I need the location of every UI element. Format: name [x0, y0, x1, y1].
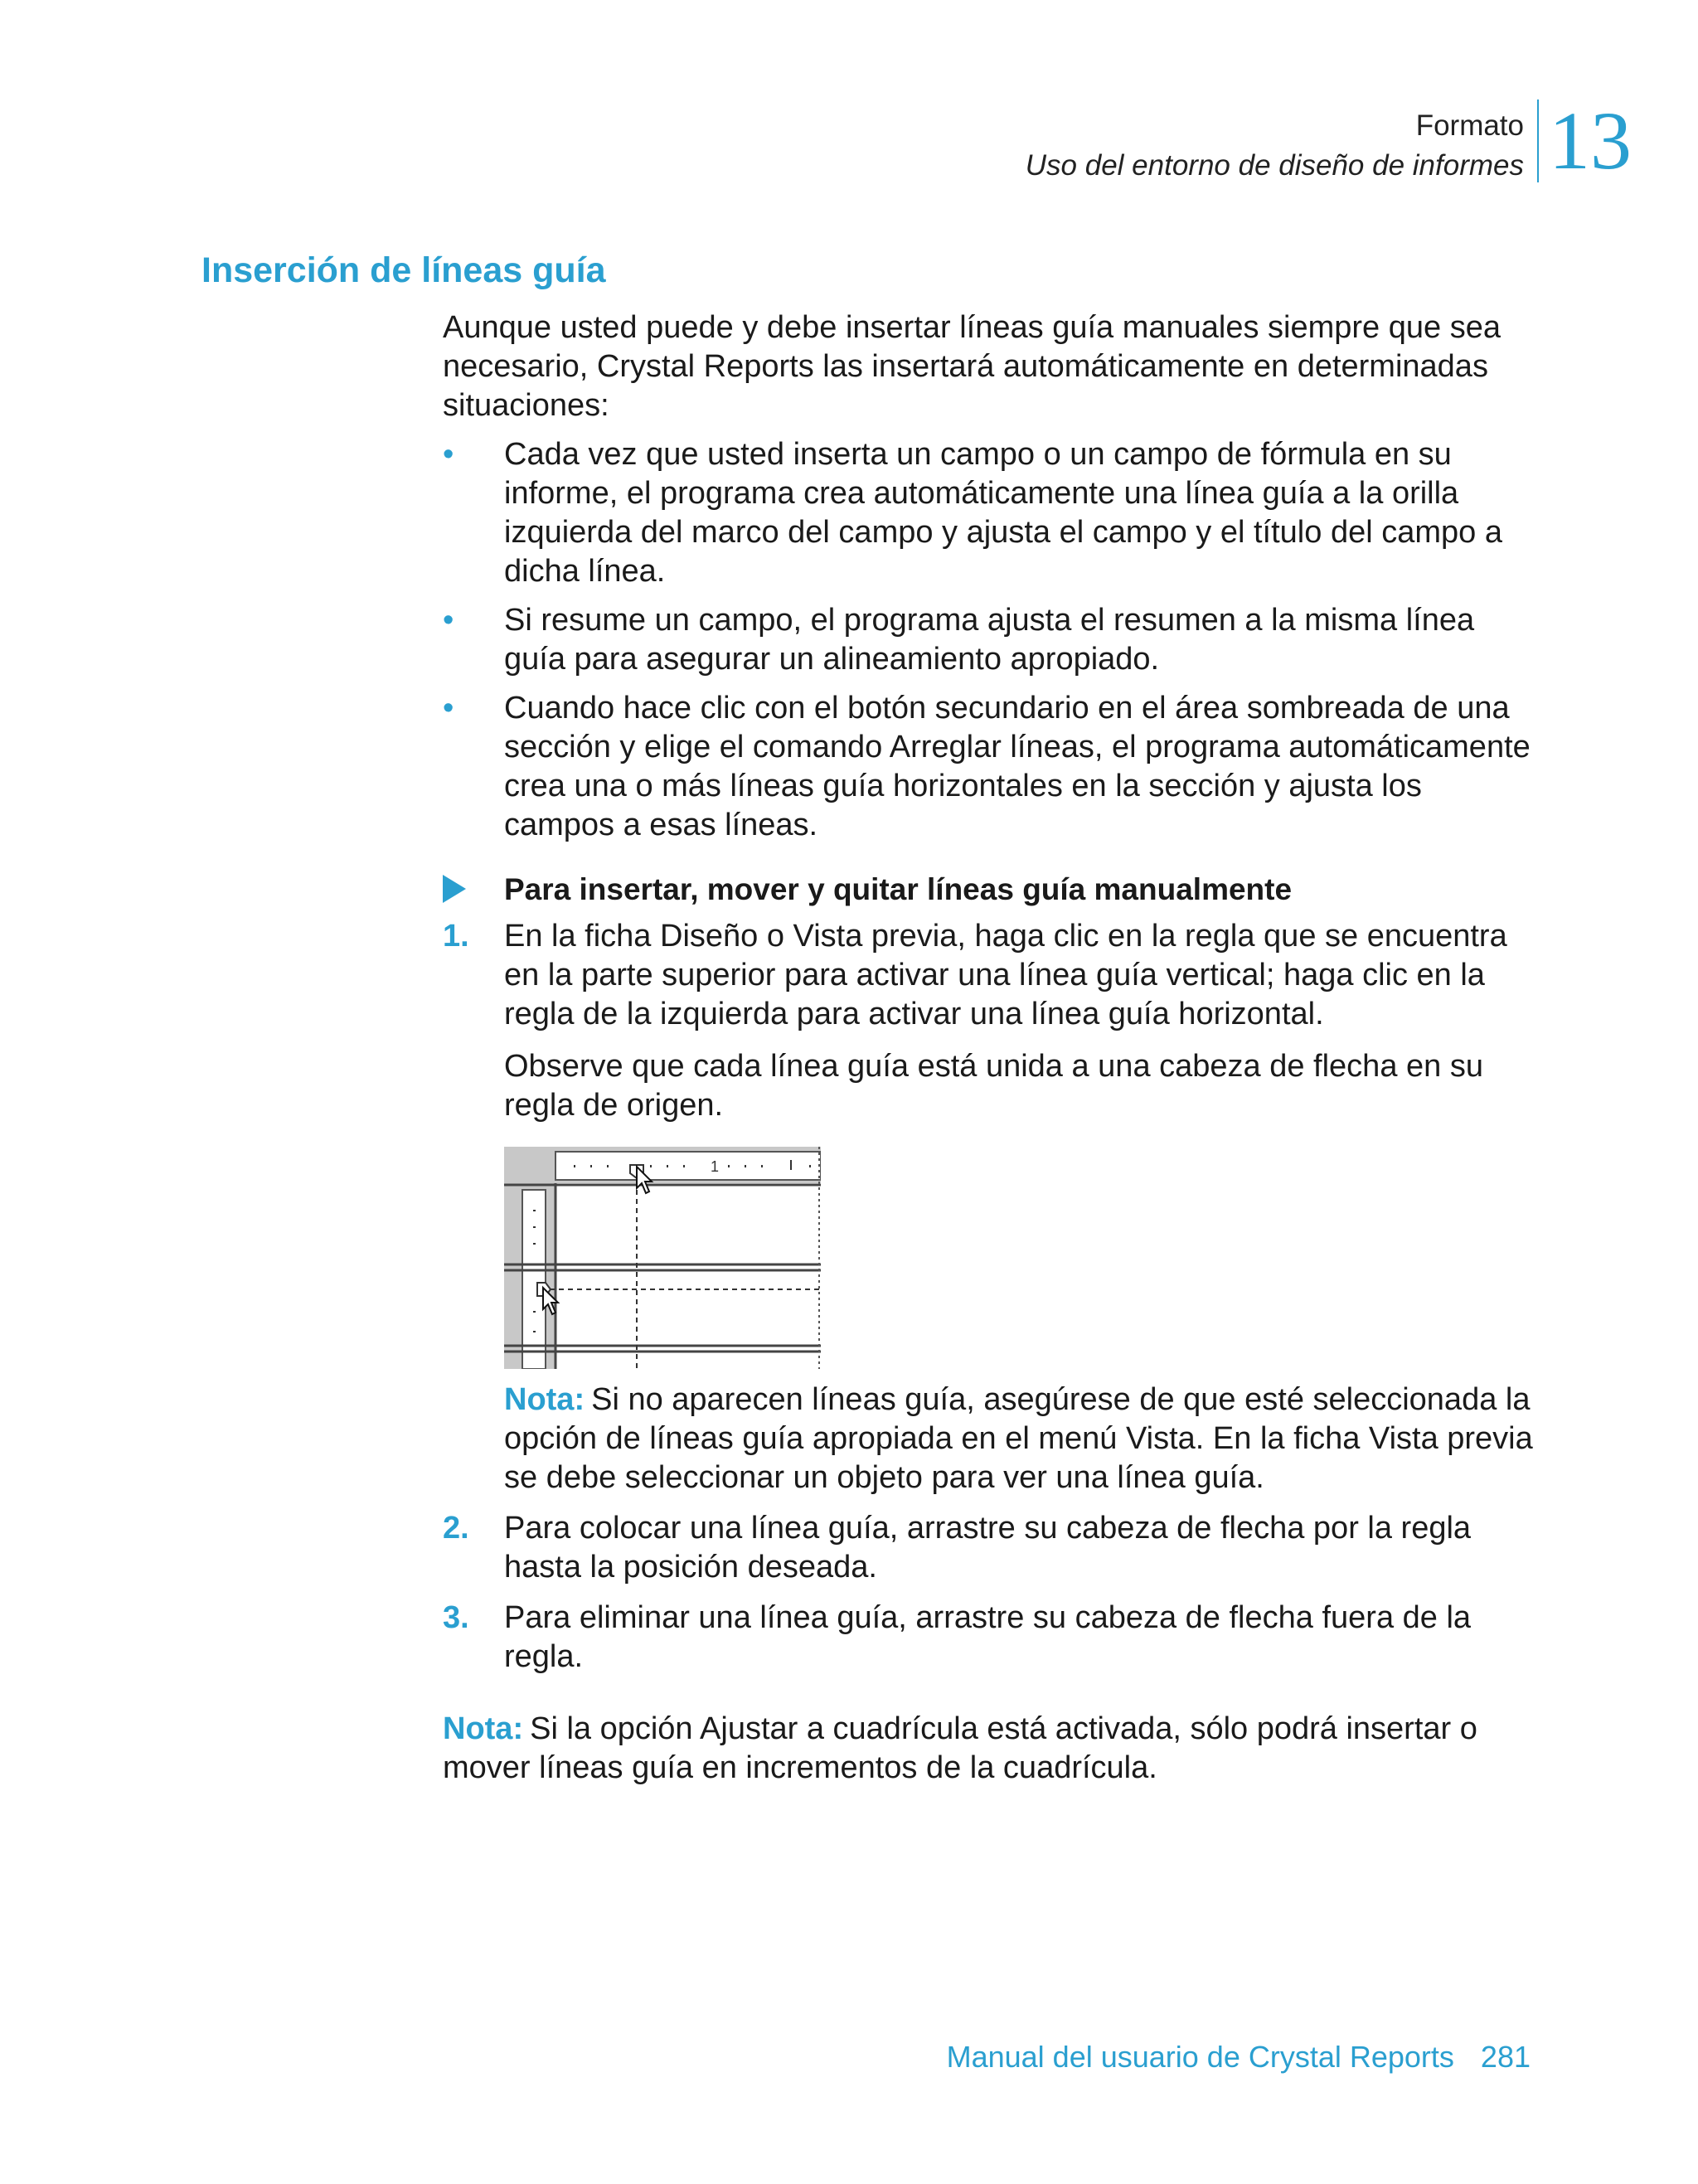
top-ruler: [555, 1152, 821, 1180]
procedure-heading-text: Para insertar, mover y quitar líneas guía manualmente: [504, 872, 1293, 906]
bullet-icon: •: [443, 603, 454, 638]
step-subtext: Observe que cada línea guía está unida a una cabeza de flecha en su regla de origen.: [504, 1049, 1483, 1123]
step-number: 3.: [443, 1600, 469, 1635]
step-item: [443, 1509, 1537, 1587]
design-area: [555, 1183, 821, 1369]
step-text: En la ficha Diseño o Vista previa, haga clic en la regla que se encuentra en la parte superior para activar una línea guía vertical; haga clic en la regla de la izquierda para activar una línea guía horizontal.: [504, 919, 1507, 1031]
procedure-heading: [443, 870, 1537, 909]
guideline-ruler-figure: [504, 1147, 821, 1369]
bullet-item: [443, 689, 1537, 845]
final-note: [443, 1710, 1537, 1788]
step-item: [443, 1599, 1537, 1677]
note-label: Nota:: [443, 1711, 524, 1746]
top-ruler-label: 1: [711, 1158, 720, 1175]
step-number: 2.: [443, 1511, 469, 1546]
page-header: [1026, 106, 1524, 186]
chapter-subtitle: Uso del entorno de diseño de informes: [1025, 149, 1524, 182]
step-text: Para eliminar una línea guía, arrastre su cabeza de flecha fuera de la regla.: [504, 1600, 1472, 1674]
section-title: Inserción de líneas guía: [201, 250, 606, 290]
bullet-icon: •: [443, 691, 454, 726]
bullet-item: [443, 435, 1537, 591]
intro-paragraph: Aunque usted puede y debe insertar líneas guía manuales siempre que sea necesario, Crystal Reports las insertará automáticamente en determinadas situaciones:: [443, 310, 1501, 423]
step-note: [504, 1381, 1537, 1497]
bullet-text: Cada vez que usted inserta un campo o un campo de fórmula en su informe, el programa crea automáticamente una línea guía a la orilla izquierda del marco del campo y ajusta el campo y el título del campo a dicha línea.: [504, 437, 1502, 589]
step-text: Para colocar una línea guía, arrastre su cabeza de flecha por la regla hasta la posición deseada.: [504, 1511, 1472, 1585]
chapter-name: Formato: [1415, 109, 1524, 142]
note-text: Si la opción Ajustar a cuadrícula está activada, sólo podrá insertar o mover líneas guía en incrementos de la cuadrícula.: [443, 1711, 1477, 1785]
left-ruler: [522, 1190, 546, 1369]
chapter-number: 13: [1537, 99, 1632, 182]
bullet-list: [443, 435, 1537, 845]
page-footer: [947, 2040, 1531, 2075]
page-number: 281: [1480, 2040, 1531, 2074]
bullet-text: Cuando hace clic con el botón secundario en el área sombreada de una sección y elige el comando Arreglar líneas, el programa automáticamente crea una o más líneas guía horizontales en la sección y ajusta los campos a esas líneas.: [504, 691, 1531, 842]
steps-list: [443, 917, 1537, 1677]
bullet-icon: •: [443, 437, 454, 472]
note-label: Nota:: [504, 1382, 585, 1417]
main-content: [443, 308, 1537, 1788]
step-item: [443, 917, 1537, 1497]
footer-title: Manual del usuario de Crystal Reports: [946, 2040, 1454, 2074]
bullet-item: [443, 601, 1537, 679]
note-text: Si no aparecen líneas guía, asegúrese de que esté seleccionada la opción de líneas guía apropiada en el menú Vista. En la ficha Vista previa se debe seleccionar un objeto para ver una línea guía.: [504, 1382, 1533, 1495]
bullet-text: Si resume un campo, el programa ajusta el resumen a la misma línea guía para asegurar un alineamiento apropiado.: [504, 603, 1475, 677]
step-number: 1.: [443, 919, 469, 954]
triangle-arrow-icon: [443, 875, 466, 903]
